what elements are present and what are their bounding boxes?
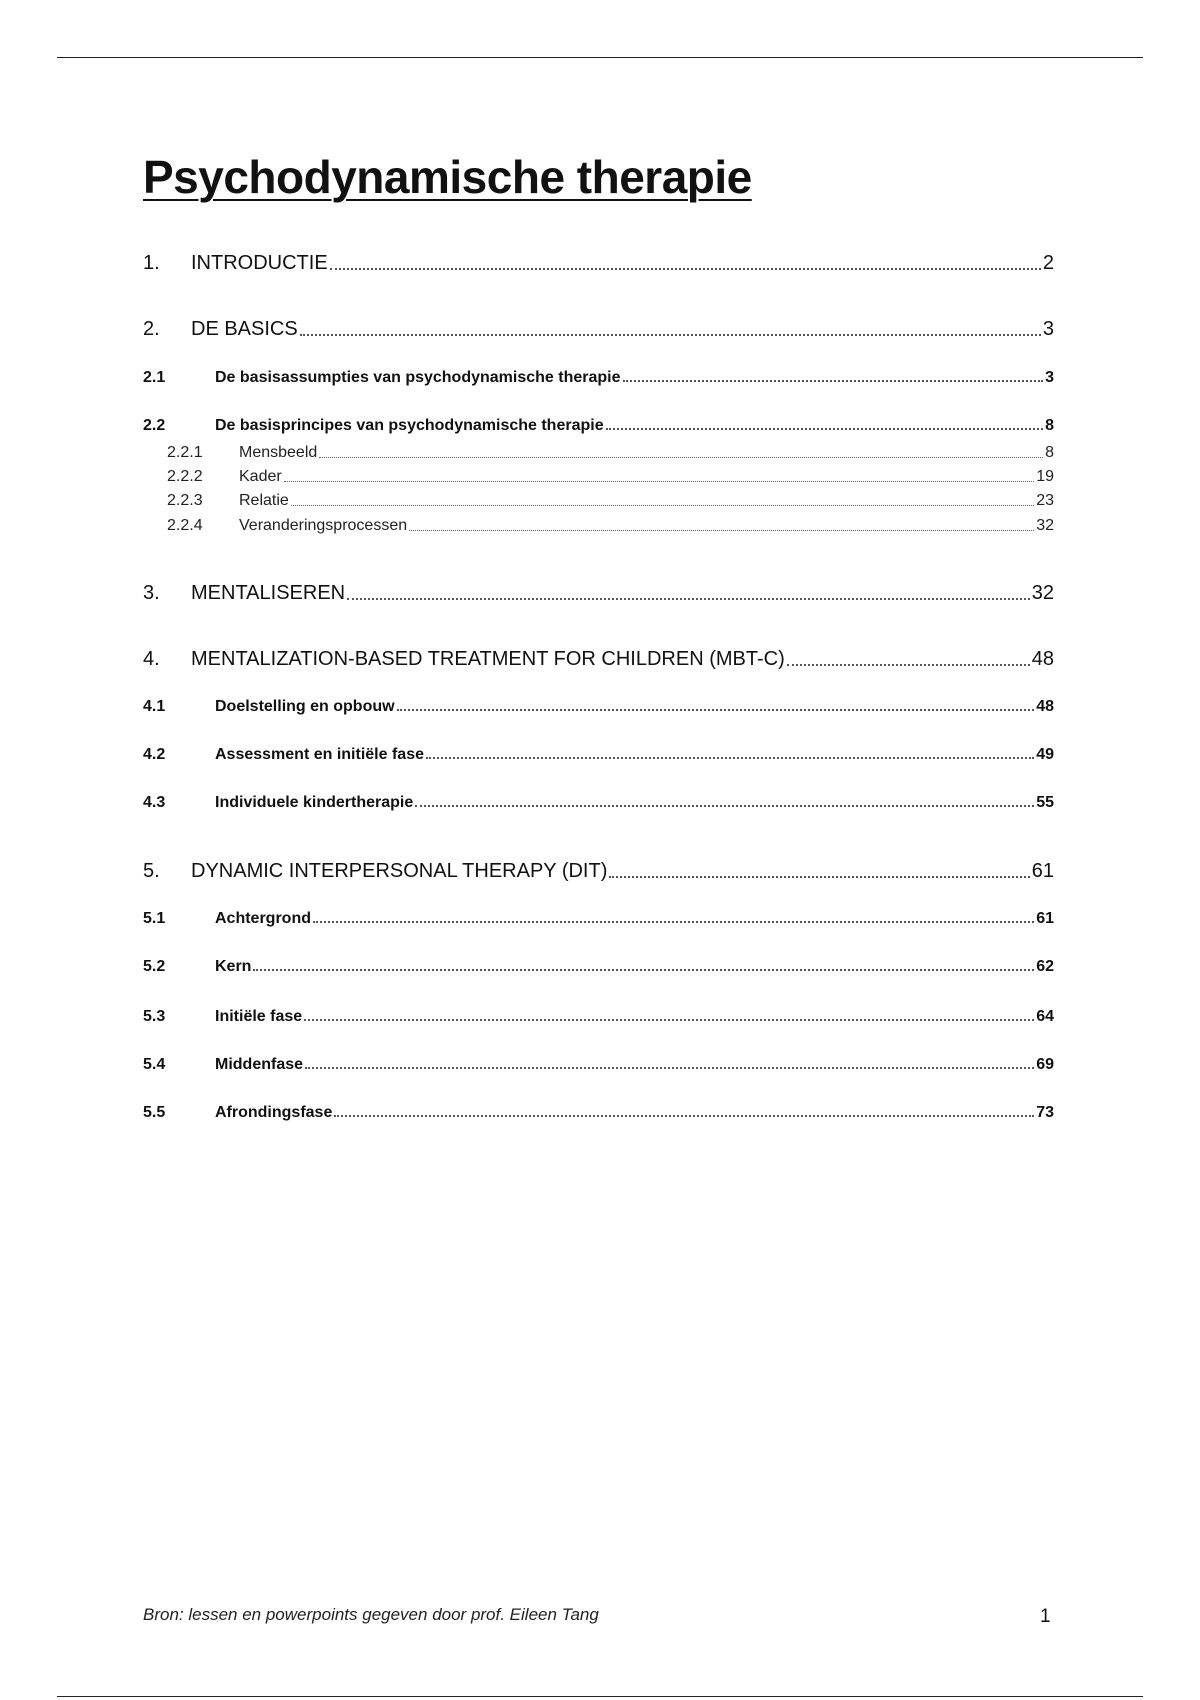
toc-entry-label: De basisassumpties van psychodynamische therapie xyxy=(215,369,621,386)
toc-entry-page: 64 xyxy=(1036,1008,1054,1025)
toc-entry-number: 2.2.1 xyxy=(167,444,203,461)
toc-entry[interactable] xyxy=(143,492,1054,510)
toc-entry-number: 1. xyxy=(143,252,160,274)
toc-entry[interactable] xyxy=(143,910,1054,928)
toc-entry[interactable] xyxy=(143,417,1054,435)
toc-dot-leader xyxy=(347,598,1030,600)
toc-entry-label: Relatie xyxy=(239,492,289,509)
toc-entry[interactable] xyxy=(143,252,1054,275)
toc-entry[interactable] xyxy=(143,468,1054,486)
toc-entry-label: Kader xyxy=(239,468,282,485)
toc-entry-number: 2.2.2 xyxy=(167,468,203,485)
toc-entry[interactable] xyxy=(143,444,1054,462)
toc-entry[interactable] xyxy=(143,794,1054,812)
toc-entry-label: Assessment en initiële fase xyxy=(215,746,424,763)
toc-dot-leader xyxy=(305,1067,1034,1069)
toc-entry[interactable] xyxy=(143,648,1054,671)
toc-entry[interactable] xyxy=(143,1056,1054,1074)
toc-entry-page: 23 xyxy=(1036,492,1054,509)
toc-dot-leader xyxy=(787,664,1030,666)
toc-entry-number: 4.1 xyxy=(143,698,166,715)
toc-entry-label: DE BASICS xyxy=(191,318,298,340)
toc-dot-leader xyxy=(415,805,1034,807)
toc-dot-leader xyxy=(284,481,1035,482)
toc-entry-number: 4.3 xyxy=(143,794,166,811)
toc-entry-label: MENTALISEREN xyxy=(191,582,346,604)
toc-entry-label: Veranderingsprocessen xyxy=(239,517,408,534)
toc-dot-leader xyxy=(330,268,1041,270)
toc-entry-label: Afrondingsfase xyxy=(215,1104,333,1121)
toc-entry-number: 2.2 xyxy=(143,417,166,434)
toc-dot-leader xyxy=(334,1115,1034,1117)
toc-entry[interactable] xyxy=(143,318,1054,341)
toc-entry-label: Initiële fase xyxy=(215,1008,303,1025)
toc-entry-label: Middenfase xyxy=(215,1056,304,1073)
toc-entry[interactable] xyxy=(143,860,1054,883)
toc-entry-number: 5.3 xyxy=(143,1008,166,1025)
toc-entry-page: 8 xyxy=(1045,444,1054,461)
toc-dot-leader xyxy=(304,1019,1034,1021)
toc-entry-page: 62 xyxy=(1036,958,1054,975)
toc-entry-label: Kern xyxy=(215,958,252,975)
toc-entry-number: 2. xyxy=(143,318,160,340)
toc-entry[interactable] xyxy=(143,698,1054,716)
toc-entry-number: 5.5 xyxy=(143,1104,166,1121)
toc-dot-leader xyxy=(426,757,1034,759)
toc-entry[interactable] xyxy=(143,958,1054,976)
toc-entry-number: 5.4 xyxy=(143,1056,166,1073)
toc-entry[interactable] xyxy=(143,369,1054,387)
toc-entry[interactable] xyxy=(143,746,1054,764)
toc-dot-leader xyxy=(397,709,1035,711)
toc-entry-number: 2.1 xyxy=(143,369,166,386)
toc-entry-label: Doelstelling en opbouw xyxy=(215,698,395,715)
toc-dot-leader xyxy=(606,428,1044,430)
toc-dot-leader xyxy=(253,969,1034,971)
toc-entry-page: 48 xyxy=(1036,698,1054,715)
toc-entry-page: 73 xyxy=(1036,1104,1054,1121)
toc-entry-number: 5.2 xyxy=(143,958,166,975)
toc-dot-leader xyxy=(313,921,1034,923)
toc-entry-label: DYNAMIC INTERPERSONAL THERAPY (DIT) xyxy=(191,860,608,882)
toc-entry-page: 3 xyxy=(1042,318,1054,340)
toc-entry-label: Individuele kindertherapie xyxy=(215,794,414,811)
toc-entry-page: 55 xyxy=(1036,794,1054,811)
footer-page-number: 1 xyxy=(1040,1606,1051,1627)
toc-dot-leader xyxy=(623,380,1044,382)
toc-entry-label: INTRODUCTIE xyxy=(191,252,328,274)
toc-entry-label: Achtergrond xyxy=(215,910,311,927)
toc-entry-number: 2.2.3 xyxy=(167,492,203,509)
toc-entry-number: 4.2 xyxy=(143,746,166,763)
toc-entry[interactable] xyxy=(143,517,1054,535)
toc-entry-number: 5.1 xyxy=(143,910,166,927)
toc-entry-label: Mensbeeld xyxy=(239,444,318,461)
toc-entry-page: 61 xyxy=(1031,860,1054,882)
toc-entry-page: 61 xyxy=(1036,910,1054,927)
toc-entry-page: 8 xyxy=(1045,417,1054,434)
toc-entry-number: 5. xyxy=(143,860,160,882)
toc-entry-number: 3. xyxy=(143,582,160,604)
toc-entry-page: 48 xyxy=(1031,648,1054,670)
toc-entry-label: De basisprincipes van psychodynamische therapie xyxy=(215,417,604,434)
toc-entry[interactable] xyxy=(143,582,1054,605)
toc-entry-page: 32 xyxy=(1036,517,1054,534)
toc-entry-page: 69 xyxy=(1036,1056,1054,1073)
toc-dot-leader xyxy=(319,457,1043,458)
toc-dot-leader xyxy=(609,876,1029,878)
toc-entry-number: 4. xyxy=(143,648,160,670)
footer-rule xyxy=(57,1696,1143,1697)
toc-entry-page: 2 xyxy=(1042,252,1054,274)
toc-entry-page: 32 xyxy=(1031,582,1054,604)
page-title: Psychodynamische therapie xyxy=(143,151,752,203)
header-rule xyxy=(57,57,1143,58)
toc-entry-page: 3 xyxy=(1045,369,1054,386)
toc-entry-page: 49 xyxy=(1036,746,1054,763)
toc-dot-leader xyxy=(300,334,1041,336)
toc-dot-leader xyxy=(409,530,1034,531)
footer-source: Bron: lessen en powerpoints gegeven door prof. Eileen Tang xyxy=(143,1605,599,1624)
toc-entry-label: MENTALIZATION-BASED TREATMENT FOR CHILDREN (MBT-C) xyxy=(191,648,785,670)
toc-entry[interactable] xyxy=(143,1008,1054,1026)
toc-entry-number: 2.2.4 xyxy=(167,517,203,534)
toc-dot-leader xyxy=(291,505,1034,506)
toc-entry[interactable] xyxy=(143,1104,1054,1122)
toc-entry-page: 19 xyxy=(1036,468,1054,485)
